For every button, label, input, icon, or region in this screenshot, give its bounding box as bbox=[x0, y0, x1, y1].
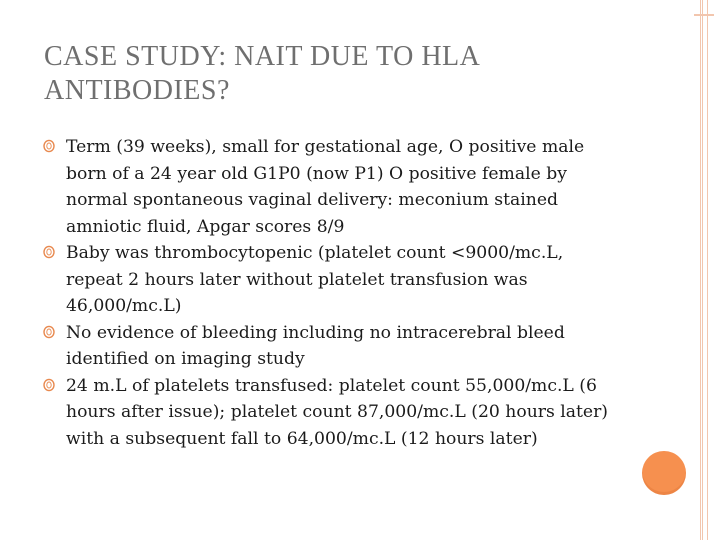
bullet-text-3: No evidence of bleeding including no intracerebral bleed identified on imaging study bbox=[66, 322, 565, 369]
frame-cap-line bbox=[694, 14, 714, 16]
bullet-item-4 bbox=[42, 373, 622, 453]
orange-circle-decoration bbox=[642, 451, 686, 495]
bullet-item-3 bbox=[42, 320, 622, 373]
bullet-text-1: Term (39 weeks), small for gestational age, O positive male born of a 24 year old G1P0 (now P1) O positive female by normal spontaneous vaginal delivery: meconium stained amniotic fluid, Apgar scores 8/9 bbox=[66, 137, 585, 237]
bullet-text-2: Baby was thrombocytopenic (platelet count <9000/mc.L, repeat 2 hours later without platelet transfusion was 46,000/mc.L) bbox=[66, 243, 564, 316]
bullet-text-4: 24 m.L of platelets transfused: platelet count 55,000/mc.L (6 hours after issue); platelet count 87,000/mc.L (20 hours later) with a subsequent fall to 64,000/mc.L (12 hours later) bbox=[66, 375, 609, 449]
bullet-item-1 bbox=[42, 134, 622, 240]
bullet-list bbox=[42, 134, 622, 452]
oval-bullet-icon bbox=[42, 245, 56, 259]
slide-title: CASE STUDY: NAIT DUE TO HLA ANTIBODIES? bbox=[44, 41, 479, 106]
oval-bullet-icon bbox=[42, 139, 56, 153]
oval-bullet-icon bbox=[42, 378, 56, 392]
right-frame-inner-line bbox=[702, 0, 705, 540]
oval-bullet-icon bbox=[42, 325, 56, 339]
bullet-item-2 bbox=[42, 240, 622, 320]
